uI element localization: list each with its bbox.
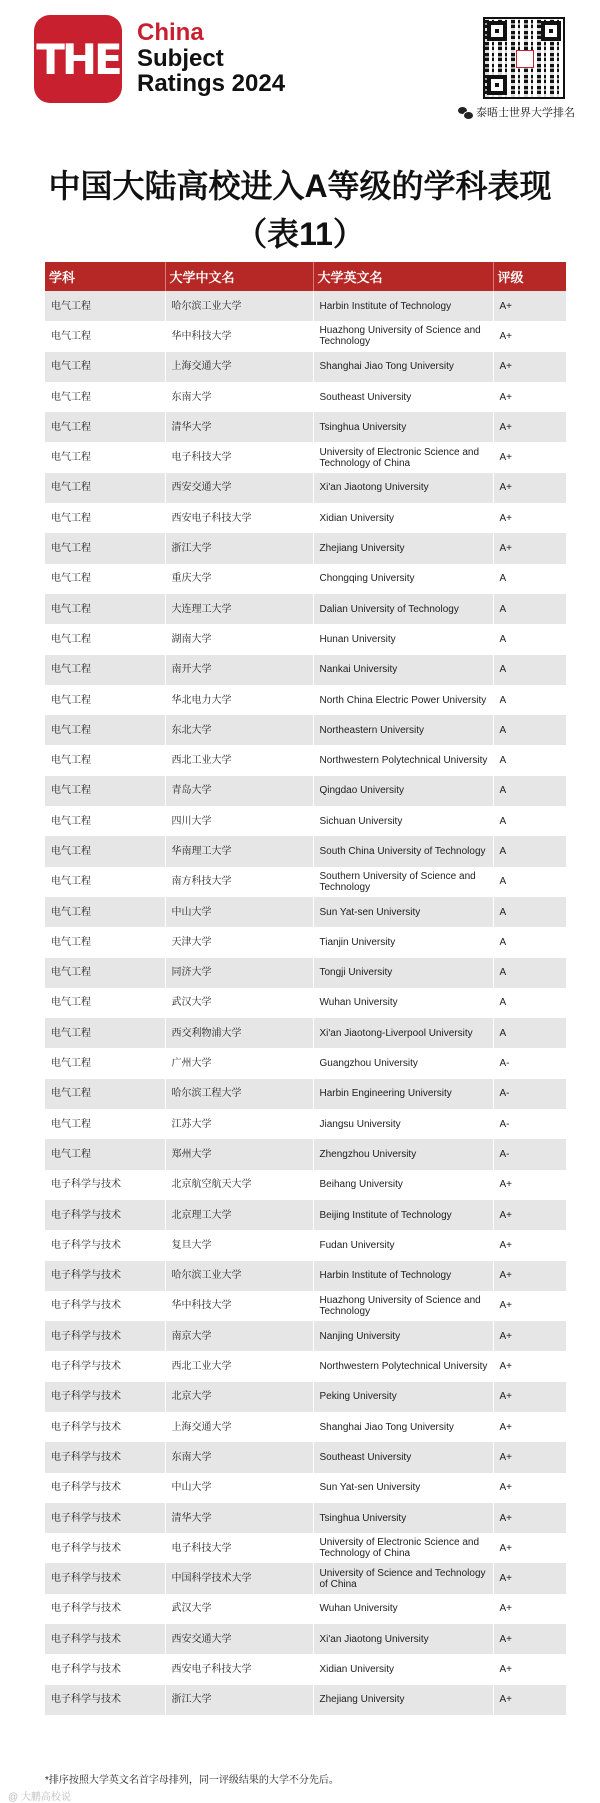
cell-subject: 电气工程 — [45, 564, 165, 594]
cell-english-name: University of Electronic Science and Technology of China — [313, 442, 493, 472]
cell-chinese-name: 西北工业大学 — [165, 745, 313, 775]
table-row — [45, 291, 566, 321]
ratings-table-container — [45, 262, 566, 1715]
table-row — [45, 655, 566, 685]
cell-english-name: Southeast University — [313, 382, 493, 412]
cell-subject: 电气工程 — [45, 1048, 165, 1078]
cell-rating: A — [493, 685, 566, 715]
table-row — [45, 1200, 566, 1230]
cell-english-name: Tsinghua University — [313, 1503, 493, 1533]
cell-english-name: Hunan University — [313, 624, 493, 654]
cell-chinese-name: 天津大学 — [165, 927, 313, 957]
table-header-row — [45, 262, 566, 291]
cell-subject: 电子科学与技术 — [45, 1442, 165, 1472]
table-row — [45, 1079, 566, 1109]
cell-english-name: Jiangsu University — [313, 1109, 493, 1139]
cell-chinese-name: 北京大学 — [165, 1382, 313, 1412]
cell-chinese-name: 中国科学技术大学 — [165, 1563, 313, 1593]
page-subtitle: （表11） — [235, 216, 365, 252]
cell-english-name: Northwestern Polytechnical University — [313, 745, 493, 775]
cell-english-name: Xidian University — [313, 1654, 493, 1684]
cell-chinese-name: 北京航空航天大学 — [165, 1170, 313, 1200]
table-row — [45, 1170, 566, 1200]
cell-english-name: Beihang University — [313, 1170, 493, 1200]
cell-english-name: Nanjing University — [313, 1321, 493, 1351]
header — [0, 0, 600, 140]
cell-english-name: Zhengzhou University — [313, 1139, 493, 1169]
cell-subject: 电子科学与技术 — [45, 1473, 165, 1503]
cell-subject: 电子科学与技术 — [45, 1170, 165, 1200]
cell-subject: 电气工程 — [45, 594, 165, 624]
cell-english-name: Peking University — [313, 1382, 493, 1412]
cell-rating: A — [493, 655, 566, 685]
page-title: 中国大陆高校进入A等级的学科表现 — [48, 168, 552, 204]
cell-rating: A+ — [493, 503, 566, 533]
wechat-account-label: 泰晤士世界大学排名 — [476, 107, 575, 119]
cell-english-name: Southern University of Science and Technology — [313, 867, 493, 897]
table-row — [45, 1139, 566, 1169]
cell-chinese-name: 东南大学 — [165, 1442, 313, 1472]
cell-subject: 电子科学与技术 — [45, 1685, 165, 1715]
table-row — [45, 352, 566, 382]
cell-rating: A+ — [493, 1473, 566, 1503]
table-row — [45, 715, 566, 745]
cell-chinese-name: 复旦大学 — [165, 1230, 313, 1260]
cell-chinese-name: 西北工业大学 — [165, 1351, 313, 1381]
brand-title-china: China — [137, 19, 204, 46]
ratings-table — [45, 262, 566, 1715]
cell-chinese-name: 华南理工大学 — [165, 836, 313, 866]
cell-rating: A — [493, 806, 566, 836]
table-row — [45, 564, 566, 594]
cell-rating: A+ — [493, 291, 566, 321]
cell-chinese-name: 同济大学 — [165, 958, 313, 988]
cell-subject: 电气工程 — [45, 624, 165, 654]
cell-chinese-name: 湖南大学 — [165, 624, 313, 654]
cell-chinese-name: 浙江大学 — [165, 1685, 313, 1715]
cell-subject: 电气工程 — [45, 1109, 165, 1139]
cell-subject: 电气工程 — [45, 291, 165, 321]
cell-subject: 电子科学与技术 — [45, 1230, 165, 1260]
cell-english-name: Northeastern University — [313, 715, 493, 745]
cell-subject: 电子科学与技术 — [45, 1321, 165, 1351]
cell-subject: 电气工程 — [45, 321, 165, 351]
cell-chinese-name: 西安电子科技大学 — [165, 1654, 313, 1684]
cell-rating: A- — [493, 1109, 566, 1139]
cell-chinese-name: 西安交通大学 — [165, 1624, 313, 1654]
cell-chinese-name: 华中科技大学 — [165, 321, 313, 351]
table-row — [45, 1048, 566, 1078]
table-row — [45, 776, 566, 806]
cell-english-name: South China University of Technology — [313, 836, 493, 866]
table-row — [45, 1442, 566, 1472]
header-rating: 评级 — [493, 262, 566, 291]
cell-chinese-name: 清华大学 — [165, 1503, 313, 1533]
cell-english-name: Beijing Institute of Technology — [313, 1200, 493, 1230]
cell-rating: A — [493, 594, 566, 624]
cell-english-name: Harbin Institute of Technology — [313, 1261, 493, 1291]
cell-rating: A+ — [493, 412, 566, 442]
cell-chinese-name: 南京大学 — [165, 1321, 313, 1351]
table-row — [45, 321, 566, 351]
cell-rating: A — [493, 867, 566, 897]
table-row — [45, 1624, 566, 1654]
cell-chinese-name: 浙江大学 — [165, 533, 313, 563]
table-row — [45, 685, 566, 715]
watermark: @ 大鹏高校说 — [8, 1792, 71, 1803]
qr-code[interactable] — [483, 17, 565, 99]
cell-chinese-name: 江苏大学 — [165, 1109, 313, 1139]
cell-english-name: North China Electric Power University — [313, 685, 493, 715]
cell-subject: 电气工程 — [45, 836, 165, 866]
cell-subject: 电气工程 — [45, 685, 165, 715]
cell-english-name: Wuhan University — [313, 988, 493, 1018]
table-body — [45, 291, 566, 1715]
cell-english-name: Tianjin University — [313, 927, 493, 957]
cell-chinese-name: 郑州大学 — [165, 1139, 313, 1169]
cell-english-name: Tsinghua University — [313, 412, 493, 442]
cell-rating: A+ — [493, 321, 566, 351]
cell-subject: 电气工程 — [45, 776, 165, 806]
cell-rating: A+ — [493, 1654, 566, 1684]
cell-chinese-name: 武汉大学 — [165, 1594, 313, 1624]
cell-english-name: Tongji University — [313, 958, 493, 988]
cell-rating: A+ — [493, 1624, 566, 1654]
cell-chinese-name: 哈尔滨工程大学 — [165, 1079, 313, 1109]
cell-subject: 电气工程 — [45, 1018, 165, 1048]
cell-rating: A+ — [493, 442, 566, 472]
cell-subject: 电气工程 — [45, 958, 165, 988]
wechat-account — [458, 104, 575, 120]
wechat-icon — [458, 107, 472, 118]
header-subject: 学科 — [45, 262, 165, 291]
cell-english-name: Zhejiang University — [313, 1685, 493, 1715]
cell-subject: 电气工程 — [45, 412, 165, 442]
table-row — [45, 1503, 566, 1533]
cell-english-name: Northwestern Polytechnical University — [313, 1351, 493, 1381]
cell-english-name: Xi'an Jiaotong University — [313, 473, 493, 503]
cell-rating: A+ — [493, 1170, 566, 1200]
cell-rating: A- — [493, 1079, 566, 1109]
table-row — [45, 1291, 566, 1321]
table-row — [45, 1382, 566, 1412]
table-row — [45, 624, 566, 654]
table-row — [45, 745, 566, 775]
cell-subject: 电子科学与技术 — [45, 1351, 165, 1381]
table-row — [45, 473, 566, 503]
cell-subject: 电子科学与技术 — [45, 1382, 165, 1412]
cell-subject: 电子科学与技术 — [45, 1200, 165, 1230]
cell-chinese-name: 重庆大学 — [165, 564, 313, 594]
cell-rating: A+ — [493, 1382, 566, 1412]
cell-subject: 电气工程 — [45, 806, 165, 836]
table-row — [45, 1321, 566, 1351]
cell-subject: 电子科学与技术 — [45, 1624, 165, 1654]
cell-rating: A+ — [493, 473, 566, 503]
cell-subject: 电气工程 — [45, 1139, 165, 1169]
cell-chinese-name: 南开大学 — [165, 655, 313, 685]
cell-subject: 电气工程 — [45, 897, 165, 927]
table-row — [45, 1473, 566, 1503]
cell-subject: 电子科学与技术 — [45, 1291, 165, 1321]
cell-subject: 电子科学与技术 — [45, 1563, 165, 1593]
table-row — [45, 412, 566, 442]
cell-rating: A — [493, 1018, 566, 1048]
cell-rating: A+ — [493, 1230, 566, 1260]
cell-english-name: Guangzhou University — [313, 1048, 493, 1078]
table-row — [45, 836, 566, 866]
cell-rating: A+ — [493, 1533, 566, 1563]
cell-subject: 电气工程 — [45, 745, 165, 775]
cell-rating: A+ — [493, 1351, 566, 1381]
cell-chinese-name: 电子科技大学 — [165, 1533, 313, 1563]
cell-chinese-name: 西安电子科技大学 — [165, 503, 313, 533]
cell-chinese-name: 南方科技大学 — [165, 867, 313, 897]
cell-rating: A+ — [493, 1563, 566, 1593]
cell-rating: A — [493, 624, 566, 654]
cell-subject: 电气工程 — [45, 442, 165, 472]
cell-subject: 电气工程 — [45, 503, 165, 533]
cell-english-name: Huazhong University of Science and Technology — [313, 1291, 493, 1321]
header-english-name: 大学英文名 — [313, 262, 493, 291]
cell-rating: A — [493, 927, 566, 957]
table-row — [45, 958, 566, 988]
cell-chinese-name: 哈尔滨工业大学 — [165, 291, 313, 321]
cell-chinese-name: 东北大学 — [165, 715, 313, 745]
cell-rating: A+ — [493, 1442, 566, 1472]
cell-chinese-name: 西安交通大学 — [165, 473, 313, 503]
cell-chinese-name: 上海交通大学 — [165, 352, 313, 382]
cell-english-name: Sichuan University — [313, 806, 493, 836]
cell-chinese-name: 清华大学 — [165, 412, 313, 442]
table-row — [45, 1533, 566, 1563]
cell-english-name: University of Electronic Science and Technology of China — [313, 1533, 493, 1563]
cell-chinese-name: 电子科技大学 — [165, 442, 313, 472]
table-row — [45, 1351, 566, 1381]
table-row — [45, 1261, 566, 1291]
cell-english-name: Sun Yat-sen University — [313, 897, 493, 927]
table-row — [45, 806, 566, 836]
cell-english-name: Zhejiang University — [313, 533, 493, 563]
cell-english-name: Wuhan University — [313, 1594, 493, 1624]
cell-english-name: Xi'an Jiaotong-Liverpool University — [313, 1018, 493, 1048]
cell-english-name: Nankai University — [313, 655, 493, 685]
table-row — [45, 442, 566, 472]
brand-title-subject: Subject — [137, 45, 224, 72]
cell-subject: 电气工程 — [45, 382, 165, 412]
cell-subject: 电气工程 — [45, 473, 165, 503]
table-row — [45, 382, 566, 412]
table-row — [45, 1654, 566, 1684]
table-row — [45, 1018, 566, 1048]
table-row — [45, 1412, 566, 1442]
header-chinese-name: 大学中文名 — [165, 262, 313, 291]
cell-english-name: Shanghai Jiao Tong University — [313, 352, 493, 382]
footnote: *排序按照大学英文名首字母排列，同一评级结果的大学不分先后。 — [45, 1775, 339, 1786]
cell-rating: A+ — [493, 533, 566, 563]
cell-english-name: Fudan University — [313, 1230, 493, 1260]
cell-chinese-name: 大连理工大学 — [165, 594, 313, 624]
table-row — [45, 1685, 566, 1715]
the-logo: THE — [34, 15, 122, 103]
cell-rating: A+ — [493, 382, 566, 412]
cell-subject: 电气工程 — [45, 927, 165, 957]
cell-chinese-name: 哈尔滨工业大学 — [165, 1261, 313, 1291]
cell-english-name: University of Science and Technology of China — [313, 1563, 493, 1593]
cell-rating: A- — [493, 1139, 566, 1169]
cell-subject: 电气工程 — [45, 1079, 165, 1109]
cell-subject: 电子科学与技术 — [45, 1503, 165, 1533]
cell-rating: A — [493, 745, 566, 775]
cell-chinese-name: 上海交通大学 — [165, 1412, 313, 1442]
cell-rating: A — [493, 836, 566, 866]
cell-english-name: Harbin Institute of Technology — [313, 291, 493, 321]
cell-chinese-name: 青岛大学 — [165, 776, 313, 806]
cell-subject: 电气工程 — [45, 715, 165, 745]
cell-english-name: Xidian University — [313, 503, 493, 533]
cell-subject: 电子科学与技术 — [45, 1261, 165, 1291]
cell-chinese-name: 四川大学 — [165, 806, 313, 836]
table-row — [45, 927, 566, 957]
cell-rating: A — [493, 988, 566, 1018]
cell-chinese-name: 华北电力大学 — [165, 685, 313, 715]
table-row — [45, 988, 566, 1018]
cell-english-name: Harbin Engineering University — [313, 1079, 493, 1109]
cell-chinese-name: 东南大学 — [165, 382, 313, 412]
cell-rating: A+ — [493, 1291, 566, 1321]
cell-english-name: Southeast University — [313, 1442, 493, 1472]
cell-subject: 电子科学与技术 — [45, 1533, 165, 1563]
table-row — [45, 897, 566, 927]
cell-rating: A — [493, 776, 566, 806]
cell-subject: 电子科学与技术 — [45, 1594, 165, 1624]
table-row — [45, 1563, 566, 1593]
cell-english-name: Xi'an Jiaotong University — [313, 1624, 493, 1654]
cell-chinese-name: 西交利物浦大学 — [165, 1018, 313, 1048]
cell-rating: A+ — [493, 1412, 566, 1442]
table-row — [45, 867, 566, 897]
brand-title-ratings: Ratings 2024 — [137, 70, 286, 97]
cell-subject: 电气工程 — [45, 533, 165, 563]
cell-rating: A+ — [493, 352, 566, 382]
cell-rating: A+ — [493, 1594, 566, 1624]
cell-chinese-name: 北京理工大学 — [165, 1200, 313, 1230]
cell-rating: A — [493, 715, 566, 745]
cell-chinese-name: 广州大学 — [165, 1048, 313, 1078]
cell-subject: 电气工程 — [45, 352, 165, 382]
table-row — [45, 1594, 566, 1624]
cell-rating: A — [493, 564, 566, 594]
cell-rating: A — [493, 958, 566, 988]
cell-english-name: Chongqing University — [313, 564, 493, 594]
cell-subject: 电子科学与技术 — [45, 1412, 165, 1442]
table-row — [45, 1230, 566, 1260]
table-row — [45, 1109, 566, 1139]
cell-subject: 电气工程 — [45, 655, 165, 685]
cell-rating: A- — [493, 1048, 566, 1078]
cell-subject: 电子科学与技术 — [45, 1654, 165, 1684]
cell-english-name: Dalian University of Technology — [313, 594, 493, 624]
cell-rating: A+ — [493, 1261, 566, 1291]
cell-english-name: Huazhong University of Science and Technology — [313, 321, 493, 351]
cell-chinese-name: 中山大学 — [165, 1473, 313, 1503]
table-row — [45, 503, 566, 533]
cell-english-name: Qingdao University — [313, 776, 493, 806]
cell-subject: 电气工程 — [45, 867, 165, 897]
cell-english-name: Sun Yat-sen University — [313, 1473, 493, 1503]
cell-chinese-name: 中山大学 — [165, 897, 313, 927]
cell-rating: A — [493, 897, 566, 927]
cell-english-name: Shanghai Jiao Tong University — [313, 1412, 493, 1442]
cell-subject: 电气工程 — [45, 988, 165, 1018]
table-row — [45, 594, 566, 624]
cell-rating: A+ — [493, 1503, 566, 1533]
cell-chinese-name: 武汉大学 — [165, 988, 313, 1018]
cell-rating: A+ — [493, 1200, 566, 1230]
cell-rating: A+ — [493, 1685, 566, 1715]
table-row — [45, 533, 566, 563]
cell-chinese-name: 华中科技大学 — [165, 1291, 313, 1321]
cell-rating: A+ — [493, 1321, 566, 1351]
